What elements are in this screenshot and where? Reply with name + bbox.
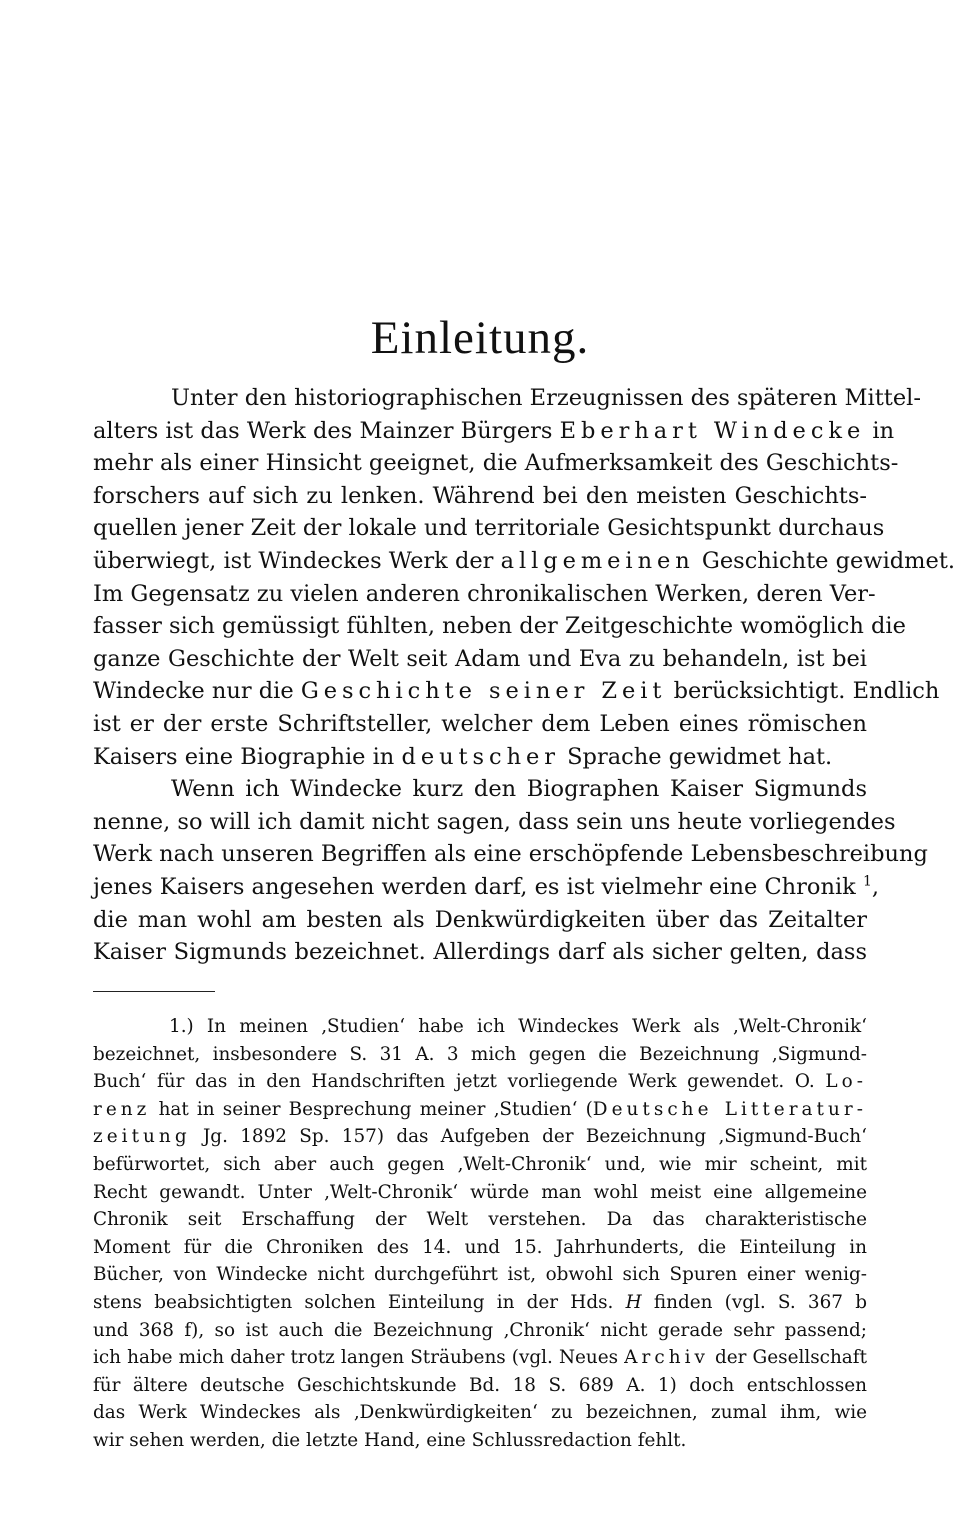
text-line	[93, 415, 895, 448]
text-span: hat in seiner Besprechung meiner ‚Studien‘ (	[158, 1098, 593, 1120]
text-line	[93, 545, 956, 578]
text-line: Kaiser Sigmunds bezeichnet. Allerdings darf als sicher gelten, dass	[93, 939, 867, 966]
spaced-title: Deutsche Litteratur-	[592, 1098, 867, 1120]
text-span: überwiegt, ist Windeckes Werk der	[93, 547, 494, 574]
footnote-reference: 1	[862, 873, 872, 890]
spaced-name: Lo-	[825, 1071, 867, 1093]
text-line: Unter den historiographischen Erzeugnissen des späteren Mittel-	[171, 385, 921, 411]
text-line: Werk nach unseren Begriffen als eine erschöpfende Lebensbeschreibung	[93, 841, 928, 868]
text-line: ist er der erste Schriftsteller, welcher dem Leben eines römischen	[93, 710, 867, 737]
main-text	[93, 382, 956, 969]
text-line: Wenn ich Windecke kurz den Biographen Kaiser Sigmunds	[171, 776, 867, 803]
footnote-line: Moment für die Chroniken des 14. und 15. Jahrhunderts, die Einteilung in	[93, 1236, 867, 1258]
spaced-title: Archiv	[624, 1347, 709, 1369]
footnote-divider	[93, 991, 215, 992]
text-span: stens beabsichtigten solchen Einteilung in der Hds.	[93, 1291, 614, 1313]
spaced-word: allgemeinen	[500, 547, 695, 574]
footnote-line: bezeichnet, insbesondere S. 31 A. 3 mich gegen die Bezeichnung ‚Sigmund-	[93, 1043, 867, 1065]
footnote-line	[93, 1096, 867, 1124]
spaced-phrase: Geschichte seiner Zeit	[300, 678, 667, 705]
footnote-line: das Werk Windeckes als ‚Denkwürdigkeiten‘ zu bezeichnen, zumal ihm, wie	[93, 1402, 867, 1424]
text-span: Windecke nur die	[93, 678, 294, 705]
text-span: der Gesellschaft	[715, 1347, 867, 1369]
text-span: Jg. 1892 Sp. 157) das Aufgeben der Bezeichnung ‚Sigmund-Buch‘	[202, 1126, 867, 1148]
text-span: berücksichtigt. Endlich	[673, 678, 940, 705]
text-span: ,	[871, 873, 880, 900]
text-span: in	[872, 417, 895, 444]
text-line: fasser sich gemüssigt fühlten, neben der Zeitgeschichte womöglich die	[93, 613, 906, 640]
text-span: Buch‘ für das in den Handschriften jetzt vorliegende Werk gewendet. O.	[93, 1071, 815, 1093]
text-span: ich habe mich daher trotz langen Sträubens (vgl. Neues	[93, 1347, 619, 1369]
text-span: Geschichte gewidmet.	[701, 547, 956, 574]
text-line: quellen jener Zeit der lokale und territoriale Gesichtspunkt durchaus	[93, 515, 885, 542]
manuscript-siglum: H	[625, 1291, 642, 1313]
text-line: die man wohl am besten als Denkwürdigkeiten über das Zeitalter	[93, 906, 867, 933]
footnote-line: Recht gewandt. Unter ‚Welt-Chronik‘ würde man wohl meist eine allgemeine	[93, 1181, 867, 1203]
text-line: mehr als einer Hinsicht geeignet, die Aufmerksamkeit des Geschichts-	[93, 450, 899, 477]
text-span: Sprache gewidmet hat.	[567, 743, 833, 770]
spaced-name: renz	[93, 1098, 151, 1120]
text-span: Kaisers eine Biographie in	[93, 743, 395, 770]
text-line: forschers auf sich zu lenken. Während bei den meisten Geschichts-	[93, 482, 867, 509]
text-line: nenne, so will ich damit nicht sagen, dass sein uns heute vorliegendes	[93, 808, 896, 835]
text-line	[93, 741, 867, 774]
footnote-line	[93, 1344, 867, 1372]
footnote	[93, 1013, 867, 1455]
spaced-title: zeitung	[93, 1126, 191, 1148]
text-span: alters ist das Werk des Mainzer Bürgers	[93, 417, 553, 444]
text-line	[93, 675, 940, 708]
text-span: jenes Kaisers angesehen werden darf, es ist vielmehr eine Chronik	[93, 873, 856, 900]
footnote-line: für ältere deutsche Geschichtskunde Bd. 18 S. 689 A. 1) doch entschlossen	[93, 1374, 867, 1396]
footnote-line	[93, 1068, 867, 1096]
text-span: finden (vgl. S. 367 b	[653, 1291, 867, 1313]
chapter-title: Einleitung.	[370, 312, 590, 364]
text-line	[93, 871, 880, 904]
footnote-line: und 368 f), so ist auch die Bezeichnung ‚Chronik‘ nicht gerade sehr passend;	[93, 1319, 867, 1341]
text-line: Im Gegensatz zu vielen anderen chronikalischen Werken, deren Ver-	[93, 580, 876, 607]
footnote-line	[93, 1289, 867, 1317]
text-line: ganze Geschichte der Welt seit Adam und Eva zu behandeln, ist bei	[93, 645, 867, 672]
footnote-line: Bücher, von Windecke nicht durchgeführt ist, obwohl sich Spuren einer wenig-	[93, 1264, 867, 1286]
footnote-line: wir sehen werden, die letzte Hand, eine Schlussredaction fehlt.	[93, 1429, 687, 1451]
footnote-line: Chronik seit Erschaffung der Welt verstehen. Da das charakteristische	[93, 1209, 867, 1231]
footnote-line: befürwortet, sich aber auch gegen ‚Welt-Chronik‘ und, wie mir scheint, mit	[93, 1153, 867, 1175]
spaced-word: deutscher	[401, 743, 560, 770]
footnote-line	[93, 1123, 867, 1151]
footnote-line: 1.) In meinen ‚Studien‘ habe ich Windeckes Werk als ‚Welt-Chronik‘	[169, 1016, 867, 1037]
spaced-name: Eberhart Windecke	[559, 417, 866, 444]
